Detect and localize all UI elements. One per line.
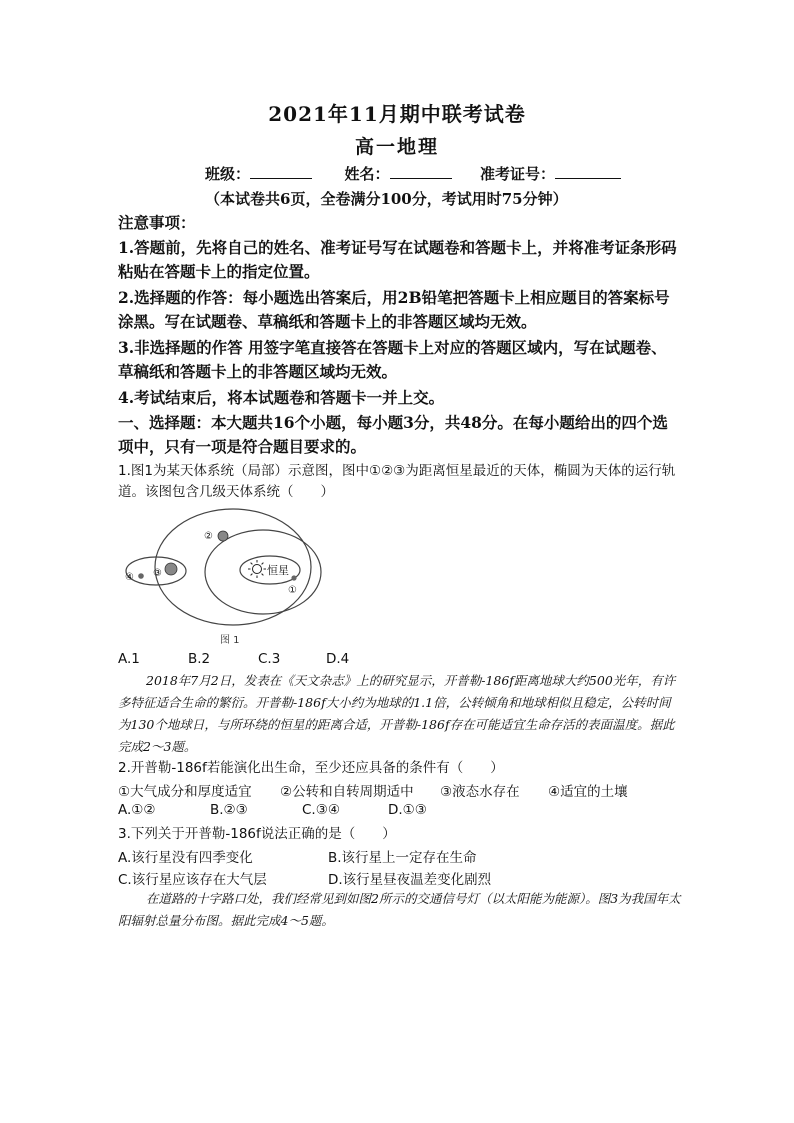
middle-orbit [205,530,321,614]
exam-subtitle: 高一地理 [354,136,439,158]
name-label: 姓名： [344,165,390,183]
q1-option-c[interactable]: C.3 [258,651,281,667]
star-label: 恒星 [267,564,289,577]
class-blank[interactable] [250,164,312,179]
notice-item-4: 4.考试结束后，将本试题卷和答题卡一并上交。 [118,388,445,407]
q3-option-c[interactable]: C.该行星应该存在大气层 [118,872,267,888]
marker-2: ② [204,531,213,542]
planet-2 [218,531,228,541]
exam-id-label: 准考证号： [479,165,555,183]
student-info-line [205,163,621,184]
q2-condition-2: ②公转和自转周期适中 [280,784,414,800]
sun-icon [248,560,266,578]
q3-stem: 3.下列关于开普勒-186f说法正确的是（ ） [118,826,396,842]
exam-note: （本试卷共6页，全卷满分100分，考试用时75分钟） [205,190,568,208]
q2-options [118,802,427,818]
name-blank[interactable] [390,164,452,179]
q2-condition-3: ③液态水存在 [440,784,520,800]
notice-item-2: 2.选择题的作答：每小题选出答案后，用2B铅笔把答题卡上相应题目的答案标号涂黑。写在试题卷、草稿纸和答题卡上的非答题区域均无效。 [118,288,670,331]
marker-3: ③ [153,568,162,579]
q3-options-row-1 [118,846,477,866]
q3-option-a[interactable]: A.该行星没有四季变化 [118,850,253,866]
passage-2-text: 在道路的十字路口处，我们经常见到如图2所示的交通信号灯（以太阳能为能源）。图3为我国年太阳辐射总量分布图。据此完成4～5题。 [118,891,681,928]
figure-1 [118,505,338,647]
q2-condition-1: ①大气成分和厚度适宜 [118,784,252,800]
figure-caption: 图 1 [220,635,240,646]
q1-stem: 1.图1为某天体系统（局部）示意图，图中①②③为距离恒星最近的天体，椭圆为天体的运行轨道。该图包含几级天体系统（ ） [118,463,676,500]
q1-option-d[interactable]: D.4 [326,651,350,667]
notice-heading: 注意事项： [118,213,196,232]
q1-option-a[interactable]: A.1 [118,651,140,667]
moon-4 [138,573,144,579]
exam-id-blank[interactable] [555,164,621,179]
q2-option-b[interactable]: B.②③ [210,802,248,818]
q3-option-d[interactable]: D.该行星昼夜温差变化剧烈 [328,872,492,888]
q2-option-d[interactable]: D.①③ [388,802,427,818]
planet-3 [165,563,177,575]
class-label: 班级： [205,165,251,183]
marker-1: ① [288,585,297,596]
q1-option-b[interactable]: B.2 [188,651,211,667]
q1-options [118,651,349,667]
q2-conditions [118,780,628,800]
marker-4: ④ [125,572,134,583]
q2-option-c[interactable]: C.③④ [302,802,340,818]
q3-option-b[interactable]: B.该行星上一定存在生命 [328,850,477,866]
planet-1 [291,575,296,580]
q2-condition-4: ④适宜的土壤 [548,784,628,800]
passage-1 [118,670,683,758]
q3-options-row-2 [118,868,491,888]
passage-2 [118,888,683,932]
notice-item-3: 3.非选择题的作答 用签字笔直接答在答题卡上对应的答题区域内，写在试题卷、草稿纸和答题卡上的非答题区域均无效。 [118,338,667,381]
notice-item-1: 1.答题前，先将自己的姓名、准考证号写在试题卷和答题卡上，并将准考证条形码粘贴在答题卡上的指定位置。 [118,238,677,281]
q2-stem: 2.开普勒-186f若能演化出生命，至少还应具备的条件有（ ） [118,760,504,776]
q2-option-a[interactable]: A.①② [118,802,156,818]
exam-title: 2021年11月期中联考试卷 [268,102,526,126]
passage-1-text: 2018年7月2日，发表在《天文杂志》上的研究显示，开普勒-186f距离地球大约500光年，有许多特征适合生命的繁衍。开普勒-186f大小约为地球的1.1倍，公转倾角和地球相似且稳定，公转时间为130个地球日，与所环绕的恒星的距离合适，开普勒-186f存在可能适宜生命存活的表面温度。据此完成2～3题。 [118,673,676,754]
section1-heading: 一、选择题：本大题共16个小题，每小题3分，共48分。在每小题给出的四个选项中，只有一项是符合题目要求的。 [118,413,668,456]
